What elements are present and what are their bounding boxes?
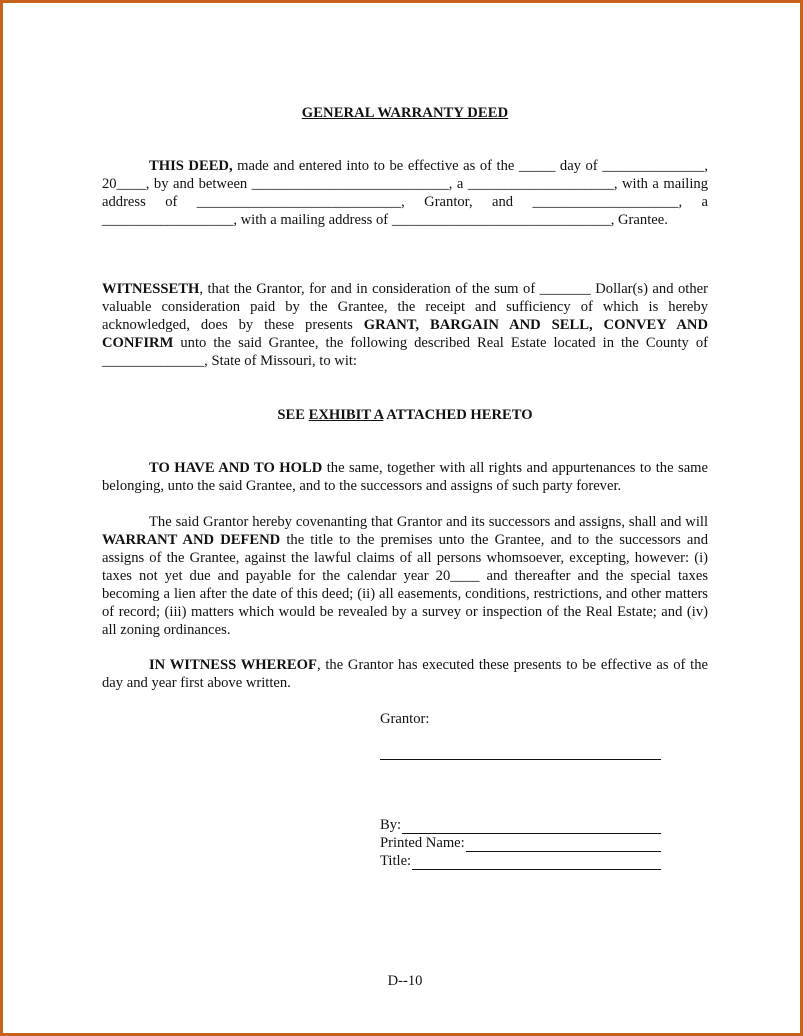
- grantor-signature-line[interactable]: [380, 759, 661, 760]
- deed-intro-text: made and entered into to be effective as of the _____ day of ______________, 20____, by and between ___________________________, a ____________________, with a mailing address of ____________________________, Grantor, and ____________________, a __________________, with a mailing address of ______________________________, Grantee.: [102, 158, 709, 228]
- exhibit-a-label: EXHIBIT A: [308, 407, 384, 423]
- by-line[interactable]: [402, 819, 661, 834]
- by-field[interactable]: [380, 816, 661, 834]
- witnesseth-lead: WITNESSETH: [102, 281, 200, 297]
- warranty-clause: WARRANT AND DEFEND: [102, 532, 281, 548]
- witnesseth-text-a: , that the Grantor, for and in consideration of the sum of _______ Dollar(s) and other valuable consideration paid by the Grantee, the receipt and sufficiency of which is hereby acknowledged, does by these presents: [102, 281, 708, 333]
- title-line[interactable]: [412, 855, 661, 870]
- printed-name-line[interactable]: [466, 837, 661, 852]
- habendum-paragraph: [102, 459, 708, 495]
- printed-name-label: Printed Name:: [380, 835, 465, 851]
- witnesseth-text-b: unto the said Grantee, the following described Real Estate located in the County of ______________, State of Missouri, to wit:: [102, 335, 708, 369]
- exhibit-reference: [102, 406, 708, 424]
- witness-lead: IN WITNESS WHEREOF: [149, 657, 317, 673]
- warranty-text-a: The said Grantor hereby covenanting that Grantor and its successors and assigns, shall and will: [149, 514, 708, 530]
- by-label: By:: [380, 817, 402, 833]
- deed-intro-lead: THIS DEED,: [149, 158, 233, 174]
- witnesseth-grant-clause: GRANT, BARGAIN AND SELL, CONVEY AND CONFIRM: [102, 317, 708, 351]
- page-number: D--10: [387, 973, 423, 989]
- habendum-lead: TO HAVE AND TO HOLD: [149, 460, 323, 476]
- printed-name-field[interactable]: [380, 834, 661, 852]
- grantor-label: Grantor:: [380, 711, 430, 727]
- title-label: Title:: [380, 853, 412, 869]
- title-field[interactable]: [380, 852, 661, 870]
- document-title: GENERAL WARRANTY DEED: [301, 105, 509, 121]
- deed-intro-paragraph: [102, 157, 708, 229]
- warranty-paragraph: [102, 513, 708, 639]
- witnesseth-paragraph: [102, 280, 708, 370]
- witness-text: , the Grantor has executed these presents to be effective as of the day and year first above written.: [102, 657, 708, 691]
- exhibit-post: ATTACHED HERETO: [383, 407, 533, 423]
- witness-paragraph: [102, 656, 708, 692]
- warranty-text-b: the title to the premises unto the Grantee, and to the successors and assigns of the Grantee, against the lawful claims of all persons whomsoever, excepting, however: (i) taxes not yet due and payable for the calendar year 20____ and thereafter and the special taxes becoming a lien after the date of this deed; (ii) all easements, conditions, restrictions, and other matters of record; (iii) matters which would be revealed by a survey or inspection of the Real Estate; and (iv) all zoning ordinances.: [102, 532, 709, 638]
- habendum-text: the same, together with all rights and appurtenances to the same belonging, unto the said Grantee, and to the successors and assigns of such party forever.: [102, 460, 708, 494]
- exhibit-pre: SEE: [277, 407, 309, 423]
